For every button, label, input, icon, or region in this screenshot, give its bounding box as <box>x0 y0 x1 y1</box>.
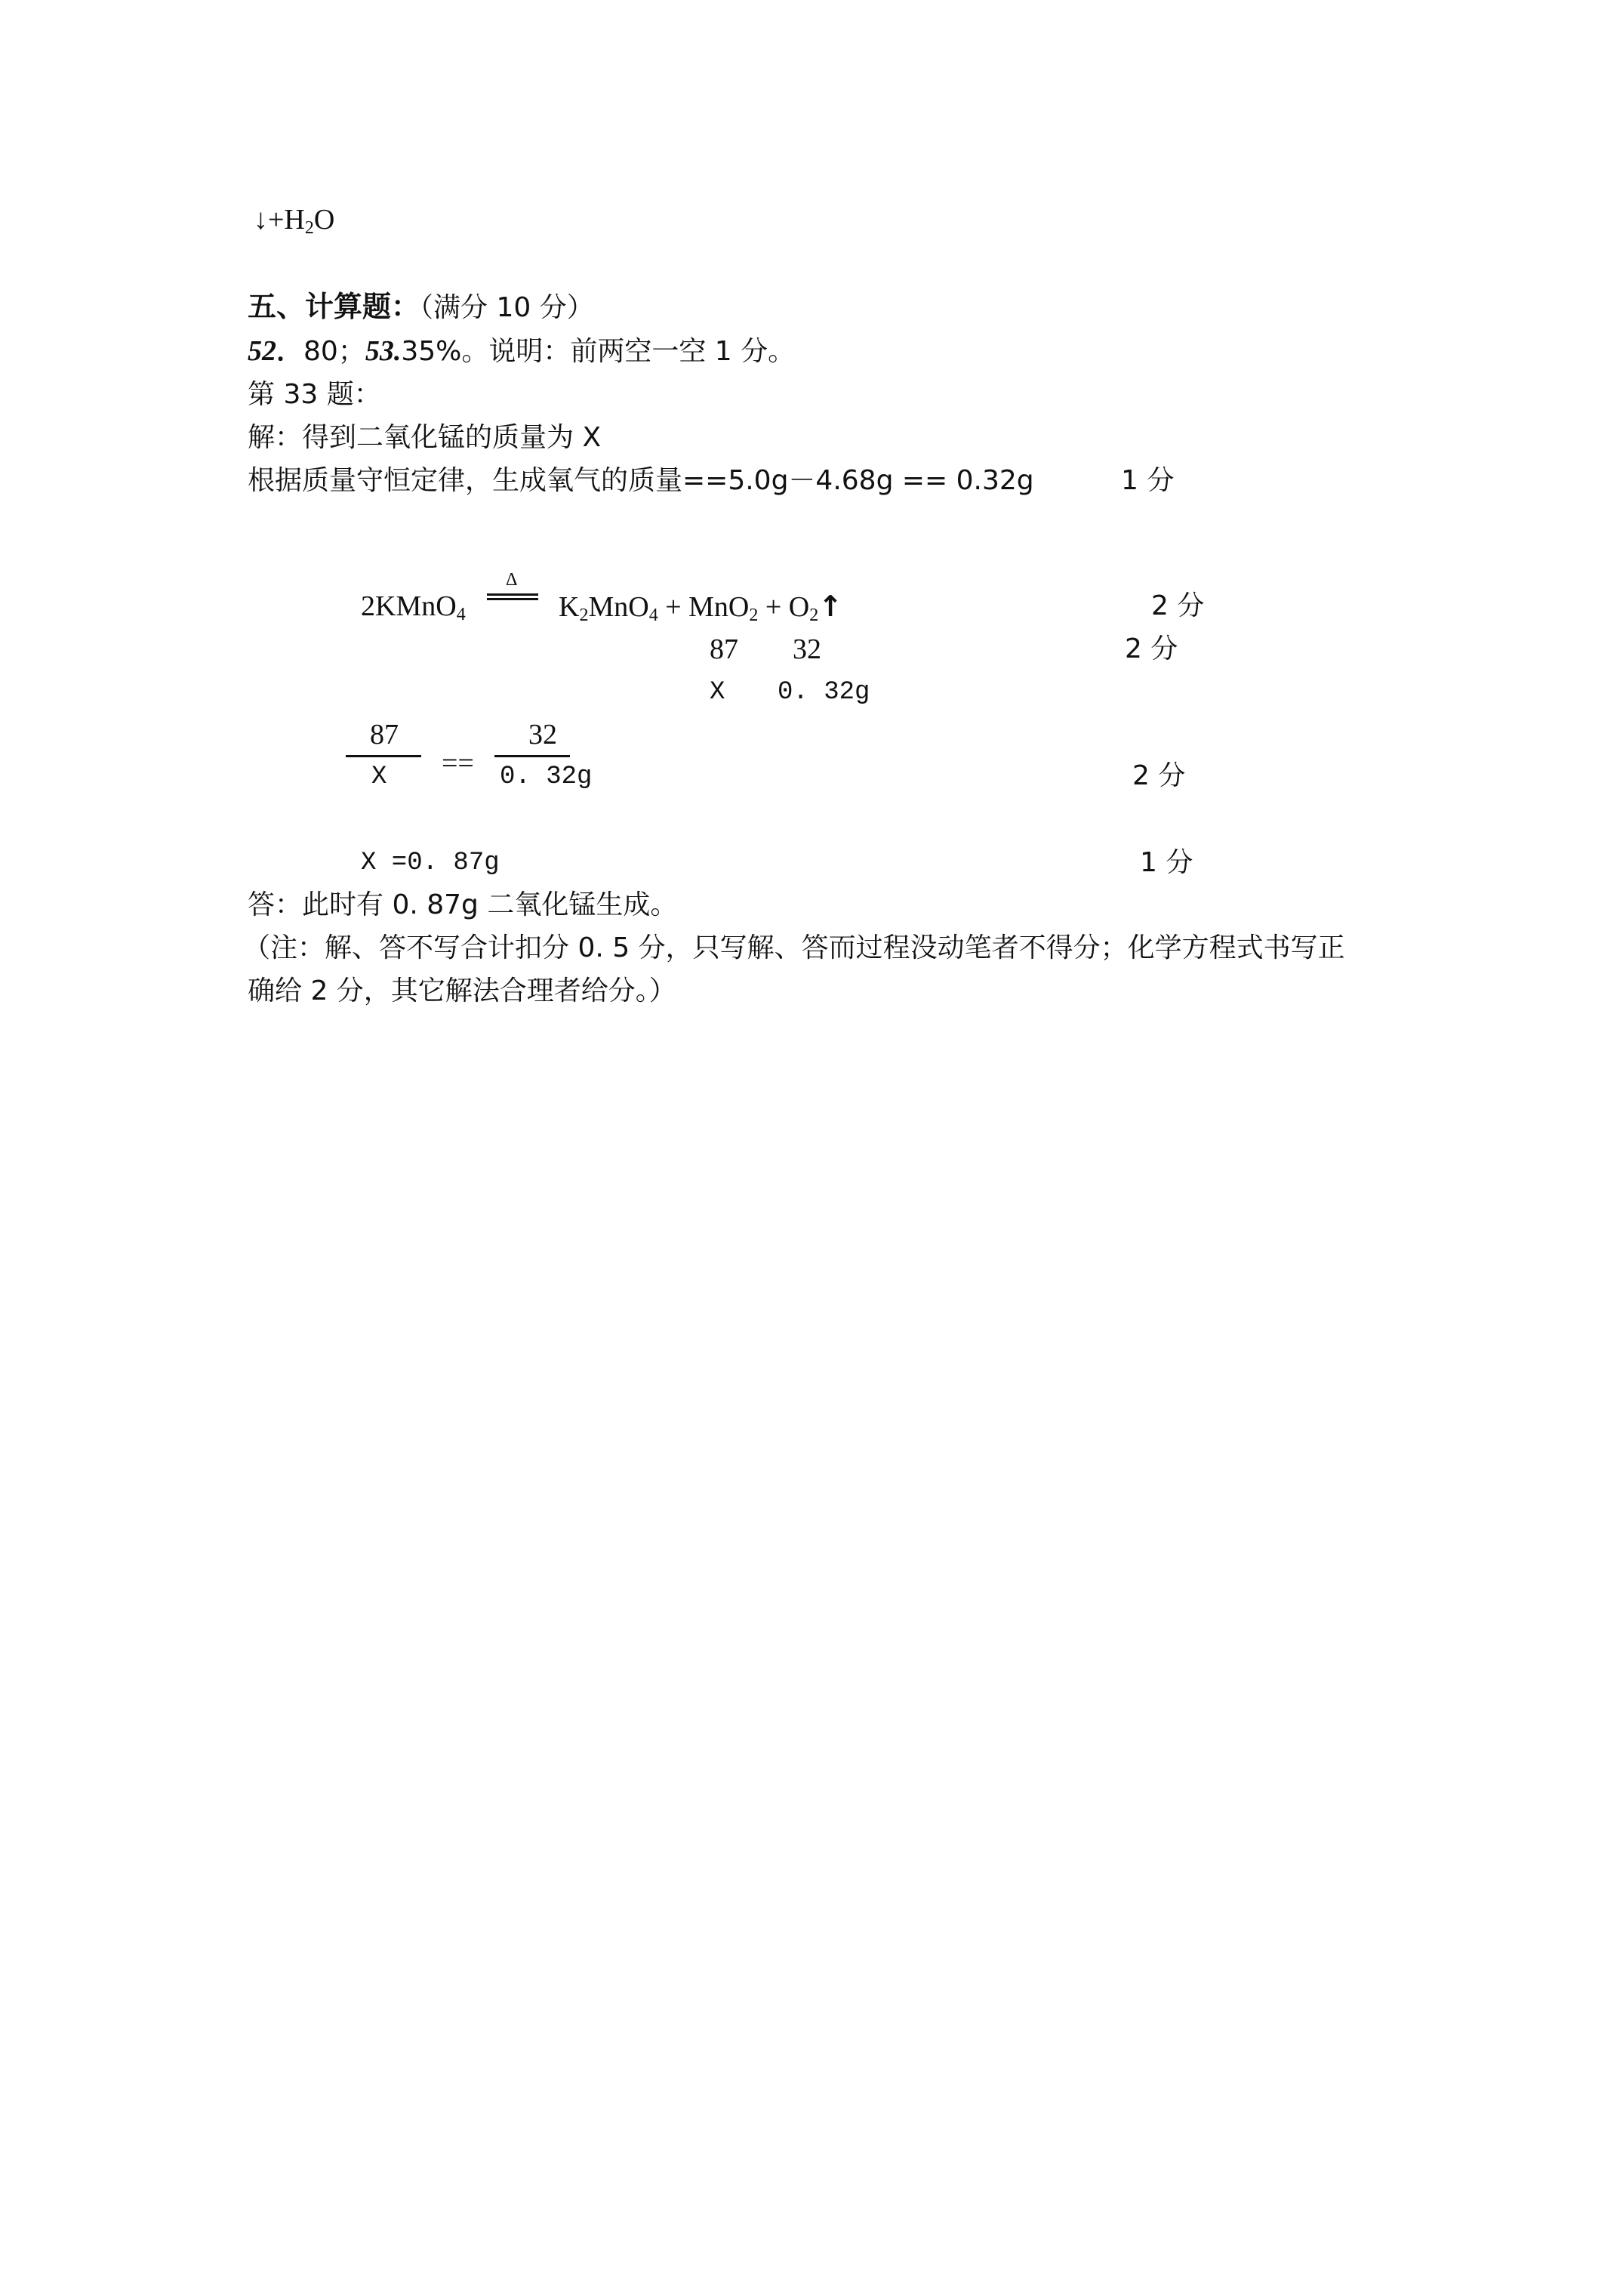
reaction-arrow-line <box>487 593 538 596</box>
q53-value: 35%。说明：前两空一空 1 分。 <box>401 336 796 367</box>
known-o2-mass: 0. 32g <box>778 678 870 707</box>
proportion-left-numerator: 87 <box>370 719 399 750</box>
molar-mass-mno2: 87 <box>710 633 738 665</box>
q33-title: 第 33 题： <box>248 379 381 410</box>
fraction-bar-left <box>346 755 421 757</box>
equation-products: $K_2MnO_4 + MnO_2$ + $O_2↑$ <box>559 590 843 625</box>
result-line: X =0. 87g <box>361 849 500 877</box>
unknown-x: X <box>710 678 725 707</box>
q52-value: 80； <box>303 336 365 367</box>
result-points: 1 分 <box>1140 847 1193 878</box>
mass-conservation-points: 1 分 <box>1121 465 1175 496</box>
q53-label: 53. <box>365 335 402 367</box>
q52-label: 52 <box>248 335 276 367</box>
molar-row-points: 2 分 <box>1125 633 1178 664</box>
mass-conservation-line: 根据质量守恒定律，生成氧气的质量==5.0g－4.68g == 0.32g <box>248 465 1034 496</box>
section-title: 五、计算题： <box>248 290 420 323</box>
reaction-arrow-line-2 <box>487 598 538 600</box>
section-heading <box>248 289 594 325</box>
molar-mass-o2: 32 <box>793 633 821 665</box>
equation-reactant: 2KMnO$_4$ <box>361 590 466 624</box>
section-note: （满分 10 分） <box>420 292 594 323</box>
proportion-left-denominator: X <box>371 763 387 791</box>
fraction-bar-right <box>494 755 570 757</box>
proportion-equals: == <box>442 747 474 779</box>
reaction-condition: Δ <box>506 570 518 590</box>
gas-up-arrow: ↑ <box>818 590 843 623</box>
equation-points: 2 分 <box>1151 590 1205 621</box>
proportion-right-denominator: 0. 32g <box>500 763 593 791</box>
grading-note-line-1: （注：解、答不写合计扣分 0. 5 分，只写解、答而过程没动笔者不得分；化学方程式书写正 <box>243 932 1345 963</box>
proportion-points: 2 分 <box>1132 760 1186 791</box>
grading-note-line-2: 确给 2 分，其它解法合理者给分。） <box>248 975 676 1006</box>
carry-line: $↓+H_2O$ <box>254 204 335 238</box>
proportion-right-numerator: 32 <box>528 719 557 750</box>
answers-line: 52．80；53.35%。说明：前两空一空 1 分。 <box>248 335 796 367</box>
solution-intro: 解：得到二氧化锰的质量为 X <box>248 422 602 453</box>
final-answer: 答：此时有 0. 87g 二氧化锰生成。 <box>248 889 678 920</box>
